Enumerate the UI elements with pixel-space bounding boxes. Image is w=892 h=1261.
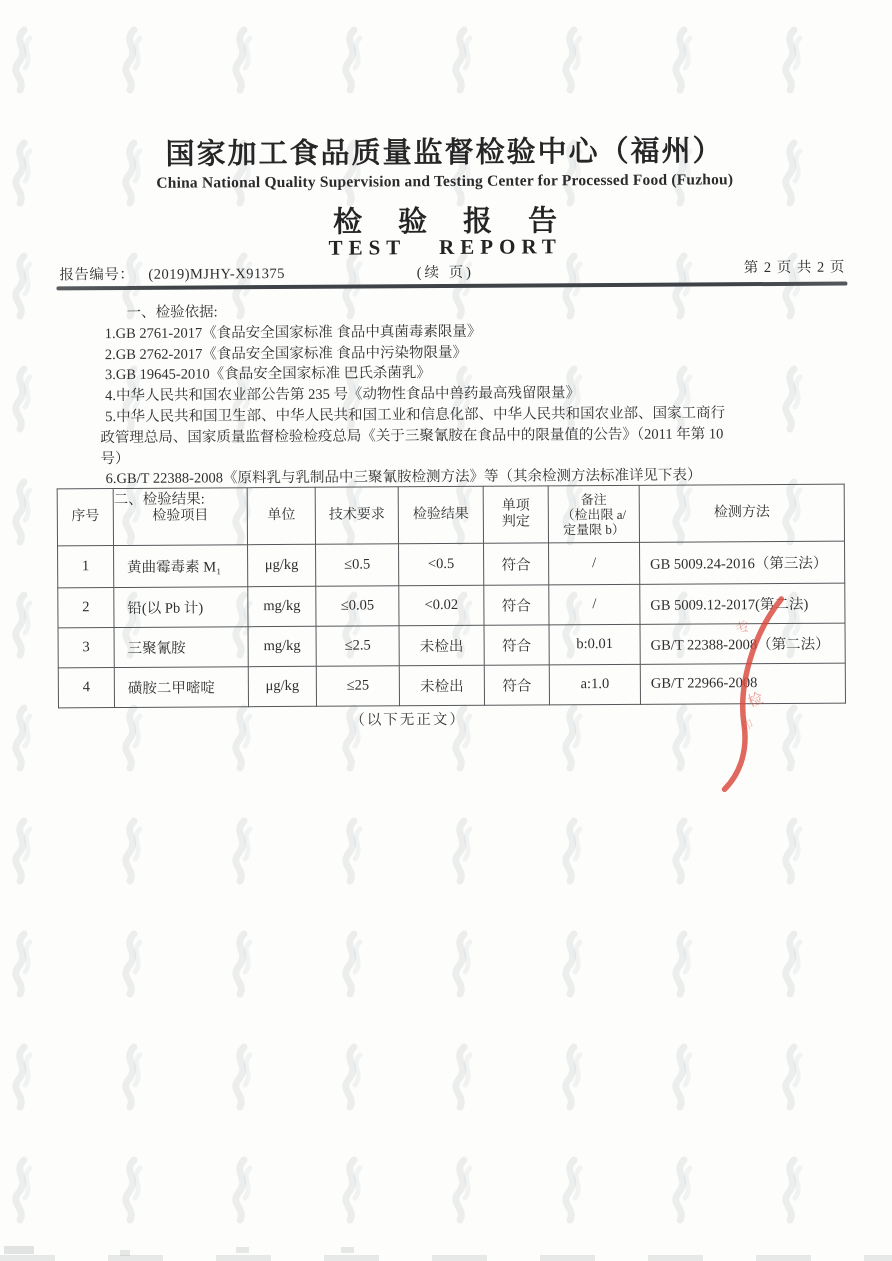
table-cell: μg/kg xyxy=(248,544,316,586)
basis-line: 政管理总局、国家质量监督检验检疫总局《关于三聚氰胺在食品中的限量值的公告》（2011 年第 10 xyxy=(100,426,724,446)
table-cell: <0.5 xyxy=(399,543,484,586)
table-cell: / xyxy=(549,584,640,625)
table-cell: <0.02 xyxy=(399,585,484,626)
basis-line: 1.GB 2761-2017《食品安全国家标准 食品中真菌毒素限量》 xyxy=(104,323,482,342)
table-cell: 未检出 xyxy=(399,665,484,706)
report-title-english: TEST REPORT xyxy=(328,234,562,260)
report-meta-line xyxy=(0,258,891,283)
table-header-cell: 检测方法 xyxy=(639,484,844,542)
table-cell: mg/kg xyxy=(248,586,316,626)
table-cell: ≤2.5 xyxy=(316,626,399,667)
table-cell: 1 xyxy=(58,546,114,588)
basis-line: 4.中华人民共和国农业部公告第 235 号《动物性食品中兽药最高残留限量》 xyxy=(105,385,581,405)
table-header-cell: 备注 （检出限 a/ 定量限 b） xyxy=(548,485,639,543)
table-cell: ≤0.5 xyxy=(316,544,399,587)
table-cell: ≤0.05 xyxy=(316,586,399,627)
table-cell: 3 xyxy=(58,628,114,668)
table-cell: 符合 xyxy=(484,625,549,665)
table-header-row xyxy=(57,484,844,546)
table-header-cell: 检验结果 xyxy=(398,486,483,544)
basis-line: 2.GB 2762-2017《食品安全国家标准 食品中污染物限量》 xyxy=(104,344,468,363)
table-cell: GB/T 22966-2008 xyxy=(640,663,845,704)
continuation-note: (续 页) xyxy=(416,264,475,282)
basis-section-heading: 一、检验依据: xyxy=(126,304,218,321)
table-cell: 未检出 xyxy=(399,625,484,666)
table-cell: μg/kg xyxy=(248,666,316,706)
test-basis-section xyxy=(100,299,817,511)
table-cell: mg/kg xyxy=(248,626,316,666)
report-number-label: 报告编号： xyxy=(59,266,135,284)
basis-line: 5.中华人民共和国卫生部、中华人民共和国工业和信息化部、中华人民共和国农业部、国家工商行 xyxy=(105,405,726,426)
table-cell: 铅(以 Pb 计) xyxy=(114,587,248,628)
table-header-cell: 检验项目 xyxy=(113,488,247,546)
table-cell: GB 5009.12-2017(第二法) xyxy=(640,583,845,624)
red-seal-stamp xyxy=(691,572,862,813)
table-cell: ≤25 xyxy=(316,666,399,707)
stamp-character-fragment: 专 xyxy=(733,617,754,639)
stamp-character-fragment: 印 xyxy=(739,717,756,734)
table-cell: / xyxy=(549,542,640,585)
table-cell: GB 5009.24-2016（第三法） xyxy=(640,541,845,584)
org-title-english: China National Quality Supervision and Testing Center for Processed Food (Fuzhou) xyxy=(156,171,734,192)
report-title-chinese: 检验报告 xyxy=(332,205,594,239)
table-cell: 4 xyxy=(58,668,114,708)
results-section-heading: 二、检验结果: xyxy=(113,491,205,509)
org-title-chinese: 国家加工食品质量监督检验中心（福州） xyxy=(165,135,724,171)
basis-lines xyxy=(100,320,817,491)
table-cell: a:1.0 xyxy=(549,664,640,705)
results-table-header xyxy=(57,484,844,546)
table-cell: 磺胺二甲嘧啶 xyxy=(114,667,248,708)
basis-line: 6.GB/T 22388-2008《原料乳与乳制品中三聚氰胺检测方法》等（其余检测方法标准详见下表） xyxy=(105,467,702,488)
table-cell: 符合 xyxy=(484,585,549,625)
table-cell: 三聚氰胺 xyxy=(114,627,248,668)
table-header-cell: 技术要求 xyxy=(315,487,398,545)
table-cell: 符合 xyxy=(484,665,549,705)
table-cell: GB/T 22388-2008（第二法） xyxy=(640,623,845,664)
basis-line: 3.GB 19645-2010《食品安全国家标准 巴氏杀菌乳》 xyxy=(104,365,431,384)
table-cell: 黄曲霉毒素 M₁ xyxy=(114,545,248,588)
table-cell: b:0.01 xyxy=(549,624,640,665)
basis-line: 号） xyxy=(100,450,130,467)
page-number-info: 第 2 页 共 2 页 xyxy=(743,259,846,277)
report-number-value: (2019)MJHY-X91375 xyxy=(148,265,286,283)
table-header-cell: 单位 xyxy=(247,487,315,544)
no-further-text-note: （以下无正文） xyxy=(350,711,466,729)
table-header-cell: 单项 判定 xyxy=(483,486,548,543)
table-header-cell: 序号 xyxy=(57,489,113,546)
table-cell: 符合 xyxy=(484,543,549,585)
table-cell: 2 xyxy=(58,588,114,628)
stamp-character-fragment: 检 xyxy=(745,688,766,711)
